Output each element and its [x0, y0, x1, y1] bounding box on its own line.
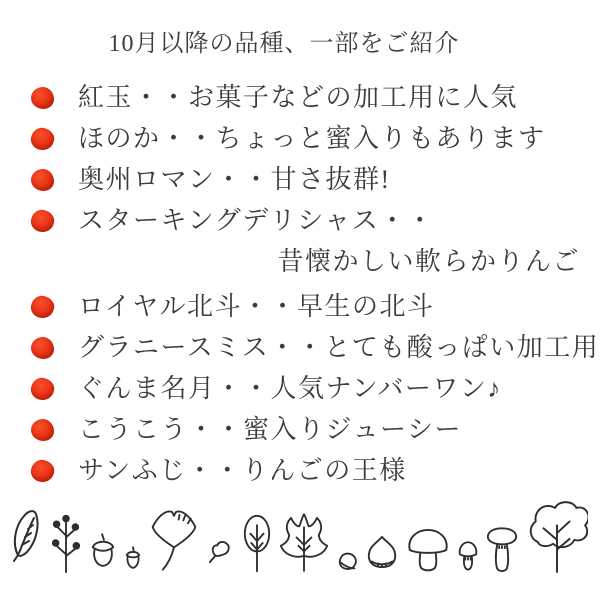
chestnut-icon	[365, 534, 399, 570]
list-item-continuation	[0, 242, 600, 283]
list-item	[0, 410, 600, 451]
variety-text: こうこう・・蜜入りジューシー	[78, 415, 462, 445]
variety-text: ほのか・・ちょっと蜜入りもあります	[78, 124, 546, 154]
variety-text: 紅玉・・お菓子などの加工用に人気	[78, 83, 519, 113]
variety-text: ロイヤル北斗・・早生の北斗	[78, 292, 435, 322]
variety-text: ぐんま名月・・人気ナンバーワン♪	[78, 374, 502, 404]
apple-bullet-icon	[29, 294, 57, 321]
apple-bullet-icon	[31, 87, 54, 109]
list-item	[0, 287, 600, 328]
apple-bullet-icon	[31, 419, 54, 441]
footer-border	[0, 498, 600, 574]
apple-bullet-icon	[29, 126, 57, 153]
list-item	[0, 328, 600, 369]
list-item	[0, 78, 600, 119]
acorn-small-icon	[124, 546, 142, 570]
maple-leaf-icon	[278, 512, 330, 574]
list-item	[0, 451, 600, 492]
leaf-icon	[12, 508, 42, 562]
berry-branch-icon	[49, 512, 83, 574]
apple-bullet-icon	[29, 208, 57, 235]
variety-text: グラニースミス・・とても酸っぱい加工用	[78, 333, 600, 363]
list-item	[0, 160, 600, 201]
variety-text: サンふじ・・りんごの王様	[78, 456, 407, 486]
list-item	[0, 119, 600, 160]
apple-bullet-icon	[29, 458, 57, 485]
apple-bullet-icon	[31, 169, 54, 191]
page-title: 10月以降の品種、一部をご紹介	[108, 31, 460, 57]
ginkgo-leaf-icon	[148, 504, 200, 574]
list-item	[0, 201, 600, 242]
acorn-icon	[89, 532, 117, 570]
chestnut-small-icon	[337, 550, 359, 572]
variety-text: スターキングデリシャス・・	[78, 206, 435, 236]
oval-tree-icon	[242, 512, 272, 574]
list-item	[0, 369, 600, 410]
variety-list	[0, 78, 600, 492]
mushroom-small-icon	[457, 540, 479, 572]
apple-bullet-icon	[29, 376, 57, 403]
apple-bullet-icon	[31, 337, 54, 359]
mushroom-tall-icon	[485, 526, 519, 574]
mushroom-icon	[406, 528, 450, 572]
round-tree-icon	[526, 498, 588, 574]
continuation-text: 昔懐かしい軟らかりんご	[277, 247, 580, 277]
variety-text: 奥州ロマン・・甘さ抜群!	[78, 165, 391, 195]
ginkgo-small-icon	[207, 538, 235, 564]
